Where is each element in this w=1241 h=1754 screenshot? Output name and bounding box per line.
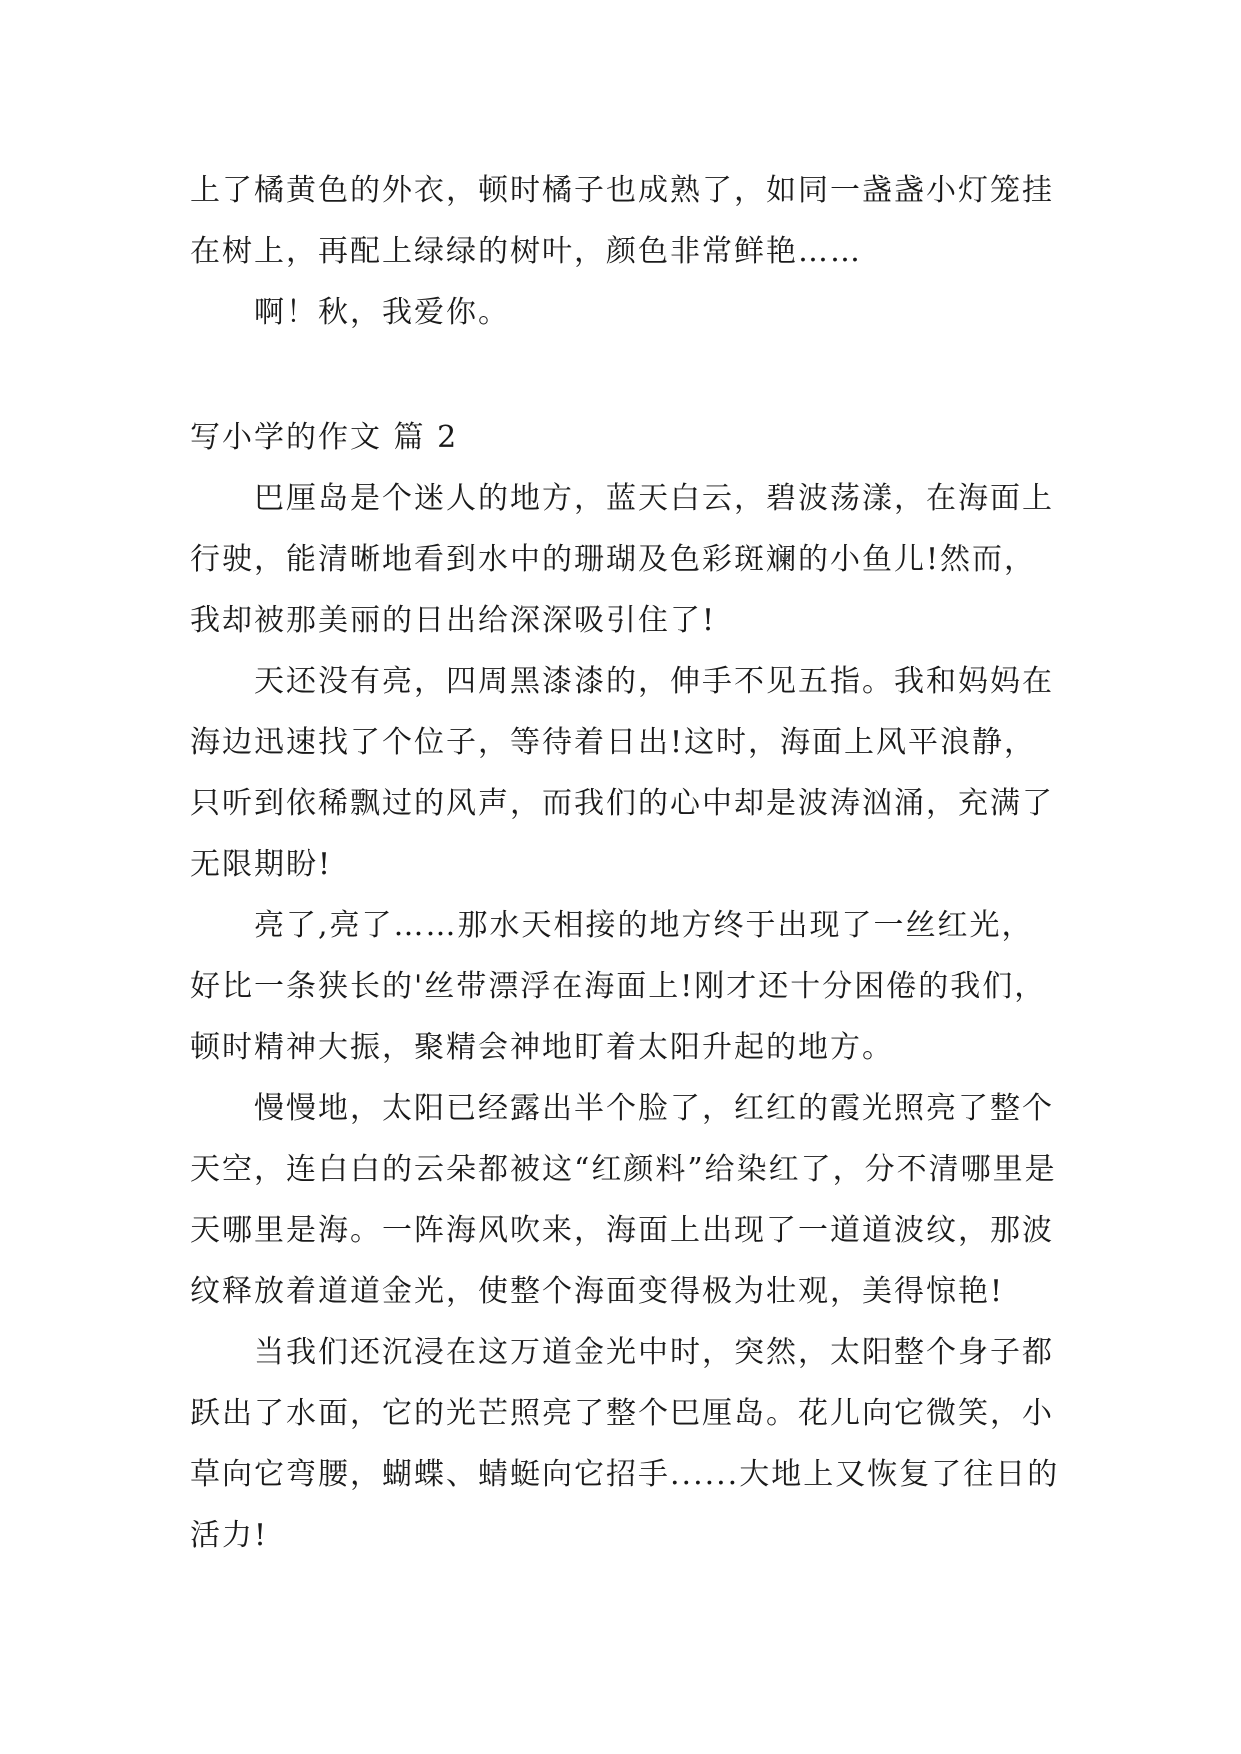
document-body: [190, 160, 1060, 1566]
essay-paragraph-2: 天还没有亮，四周黑漆漆的，伸手不见五指。我和妈妈在海边迅速找了个位子，等待着日出!这时，海面上风平浪静，只听到依稀飘过的风声，而我们的心中却是波涛汹涌，充满了无限期盼!: [190, 664, 1054, 882]
essay-paragraph-3: 亮了,亮了……那水天相接的地方终于出现了一丝红光，好比一条狭长的'丝带漂浮在海面上!刚才还十分困倦的我们，顿时精神大振，聚精会神地盯着太阳升起的地方。: [190, 908, 1047, 1065]
essay-paragraph-1: 巴厘岛是个迷人的地方，蓝天白云，碧波荡漾，在海面上行驶，能清晰地看到水中的珊瑚及色彩斑斓的小鱼儿!然而，我却被那美丽的日出给深深吸引住了!: [190, 481, 1054, 638]
essay-paragraph-4: 慢慢地，太阳已经露出半个脸了，红红的霞光照亮了整个天空，连白白的云朵都被这“红颜料”给染红了，分不清哪里是天哪里是海。一阵海风吹来，海面上出现了一道道波纹，那波纹释放着道道金光，使整个海面变得极为壮观，美得惊艳!: [190, 1091, 1057, 1309]
essay-paragraph-5: 当我们还沉浸在这万道金光中时，突然，太阳整个身子都跃出了水面，它的光芒照亮了整个巴厘岛。花儿向它微笑，小草向它弯腰，蝴蝶、蜻蜓向它招手......大地上又恢复了往日的活力!: [190, 1335, 1060, 1553]
exclamation-paragraph: 啊！秋，我爱你。: [254, 295, 510, 330]
continuation-paragraph: 上了橘黄色的外衣，顿时橘子也成熟了，如同一盏盏小灯笼挂在树上，再配上绿绿的树叶，颜色非常鲜艳……: [190, 173, 1054, 269]
essay-title: 写小学的作文 篇 2: [190, 420, 459, 455]
